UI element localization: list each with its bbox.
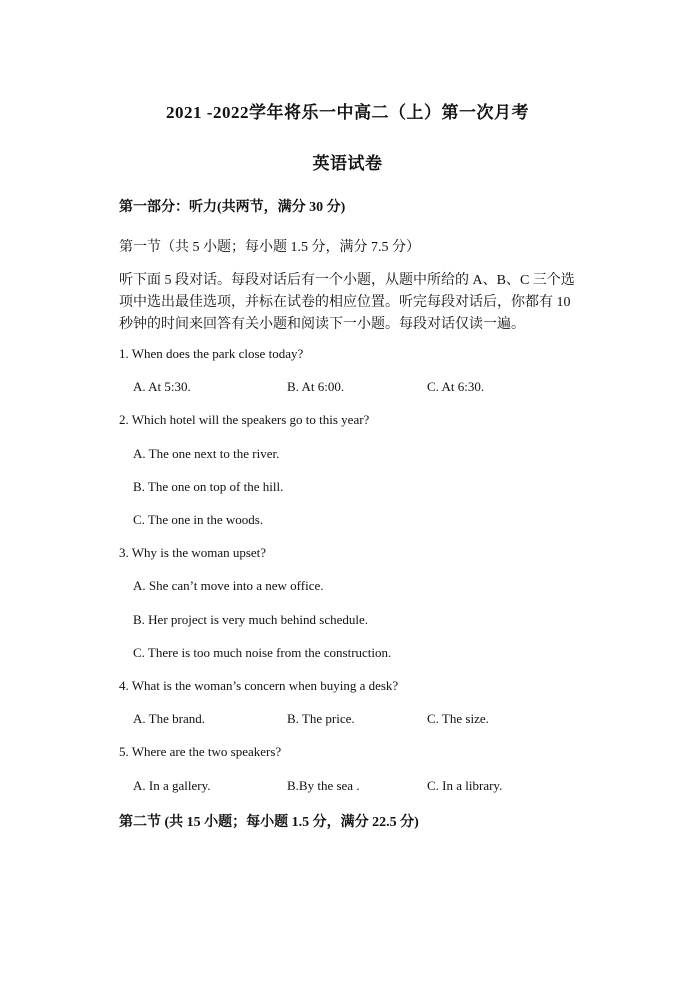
q2-option-c: C. The one in the woods.	[133, 512, 264, 527]
question-4: 4. What is the woman’s concern when buying a desk?	[119, 678, 399, 693]
section2-heading: 第二节 (共 15 小题；每小题 1.5 分，满分 22.5 分)	[119, 815, 419, 830]
q3-option-a: A. She can’t move into a new office.	[133, 578, 324, 593]
exam-title: 2021 -2022学年将乐一中高二（上）第一次月考	[166, 103, 529, 122]
q3-option-b: B. Her project is very much behind schedule.	[133, 612, 369, 627]
instruction-line-2: 项中选出最佳选项，并标在试卷的相应位置。听完每段对话后，你都有 10	[119, 295, 571, 310]
exam-subtitle: 英语试卷	[312, 154, 383, 173]
question-2: 2. Which hotel will the speakers go to this year?	[119, 412, 370, 427]
instruction-line-1: 听下面 5 段对话。每段对话后有一个小题，从题中所给的 A、B、C 三个选	[119, 273, 575, 288]
part1-heading: 第一部分：听力(共两节，满分 30 分)	[119, 200, 346, 215]
q4-option-a: A. The brand.	[133, 711, 205, 726]
q2-option-b: B. The one on top of the hill.	[133, 479, 284, 494]
q1-option-c: C. At 6:30.	[427, 379, 485, 394]
instruction-line-3: 秒钟的时间来回答有关小题和阅读下一小题。每段对话仅读一遍。	[119, 317, 525, 332]
q2-option-a: A. The one next to the river.	[133, 446, 280, 461]
q3-option-c: C. There is too much noise from the construction.	[133, 645, 392, 660]
question-3: 3. Why is the woman upset?	[119, 545, 267, 560]
q5-option-a: A. In a gallery.	[133, 778, 211, 793]
section1-heading: 第一节（共 5 小题；每小题 1.5 分，满分 7.5 分）	[119, 240, 420, 255]
q1-option-a: A. At 5:30.	[133, 379, 191, 394]
q4-option-b: B. The price.	[287, 711, 355, 726]
q5-option-c: C. In a library.	[427, 778, 503, 793]
q4-option-c: C. The size.	[427, 711, 489, 726]
q1-option-b: B. At 6:00.	[287, 379, 345, 394]
question-1: 1. When does the park close today?	[119, 346, 304, 361]
q5-option-b: B.By the sea .	[287, 778, 360, 793]
question-5: 5. Where are the two speakers?	[119, 744, 282, 759]
